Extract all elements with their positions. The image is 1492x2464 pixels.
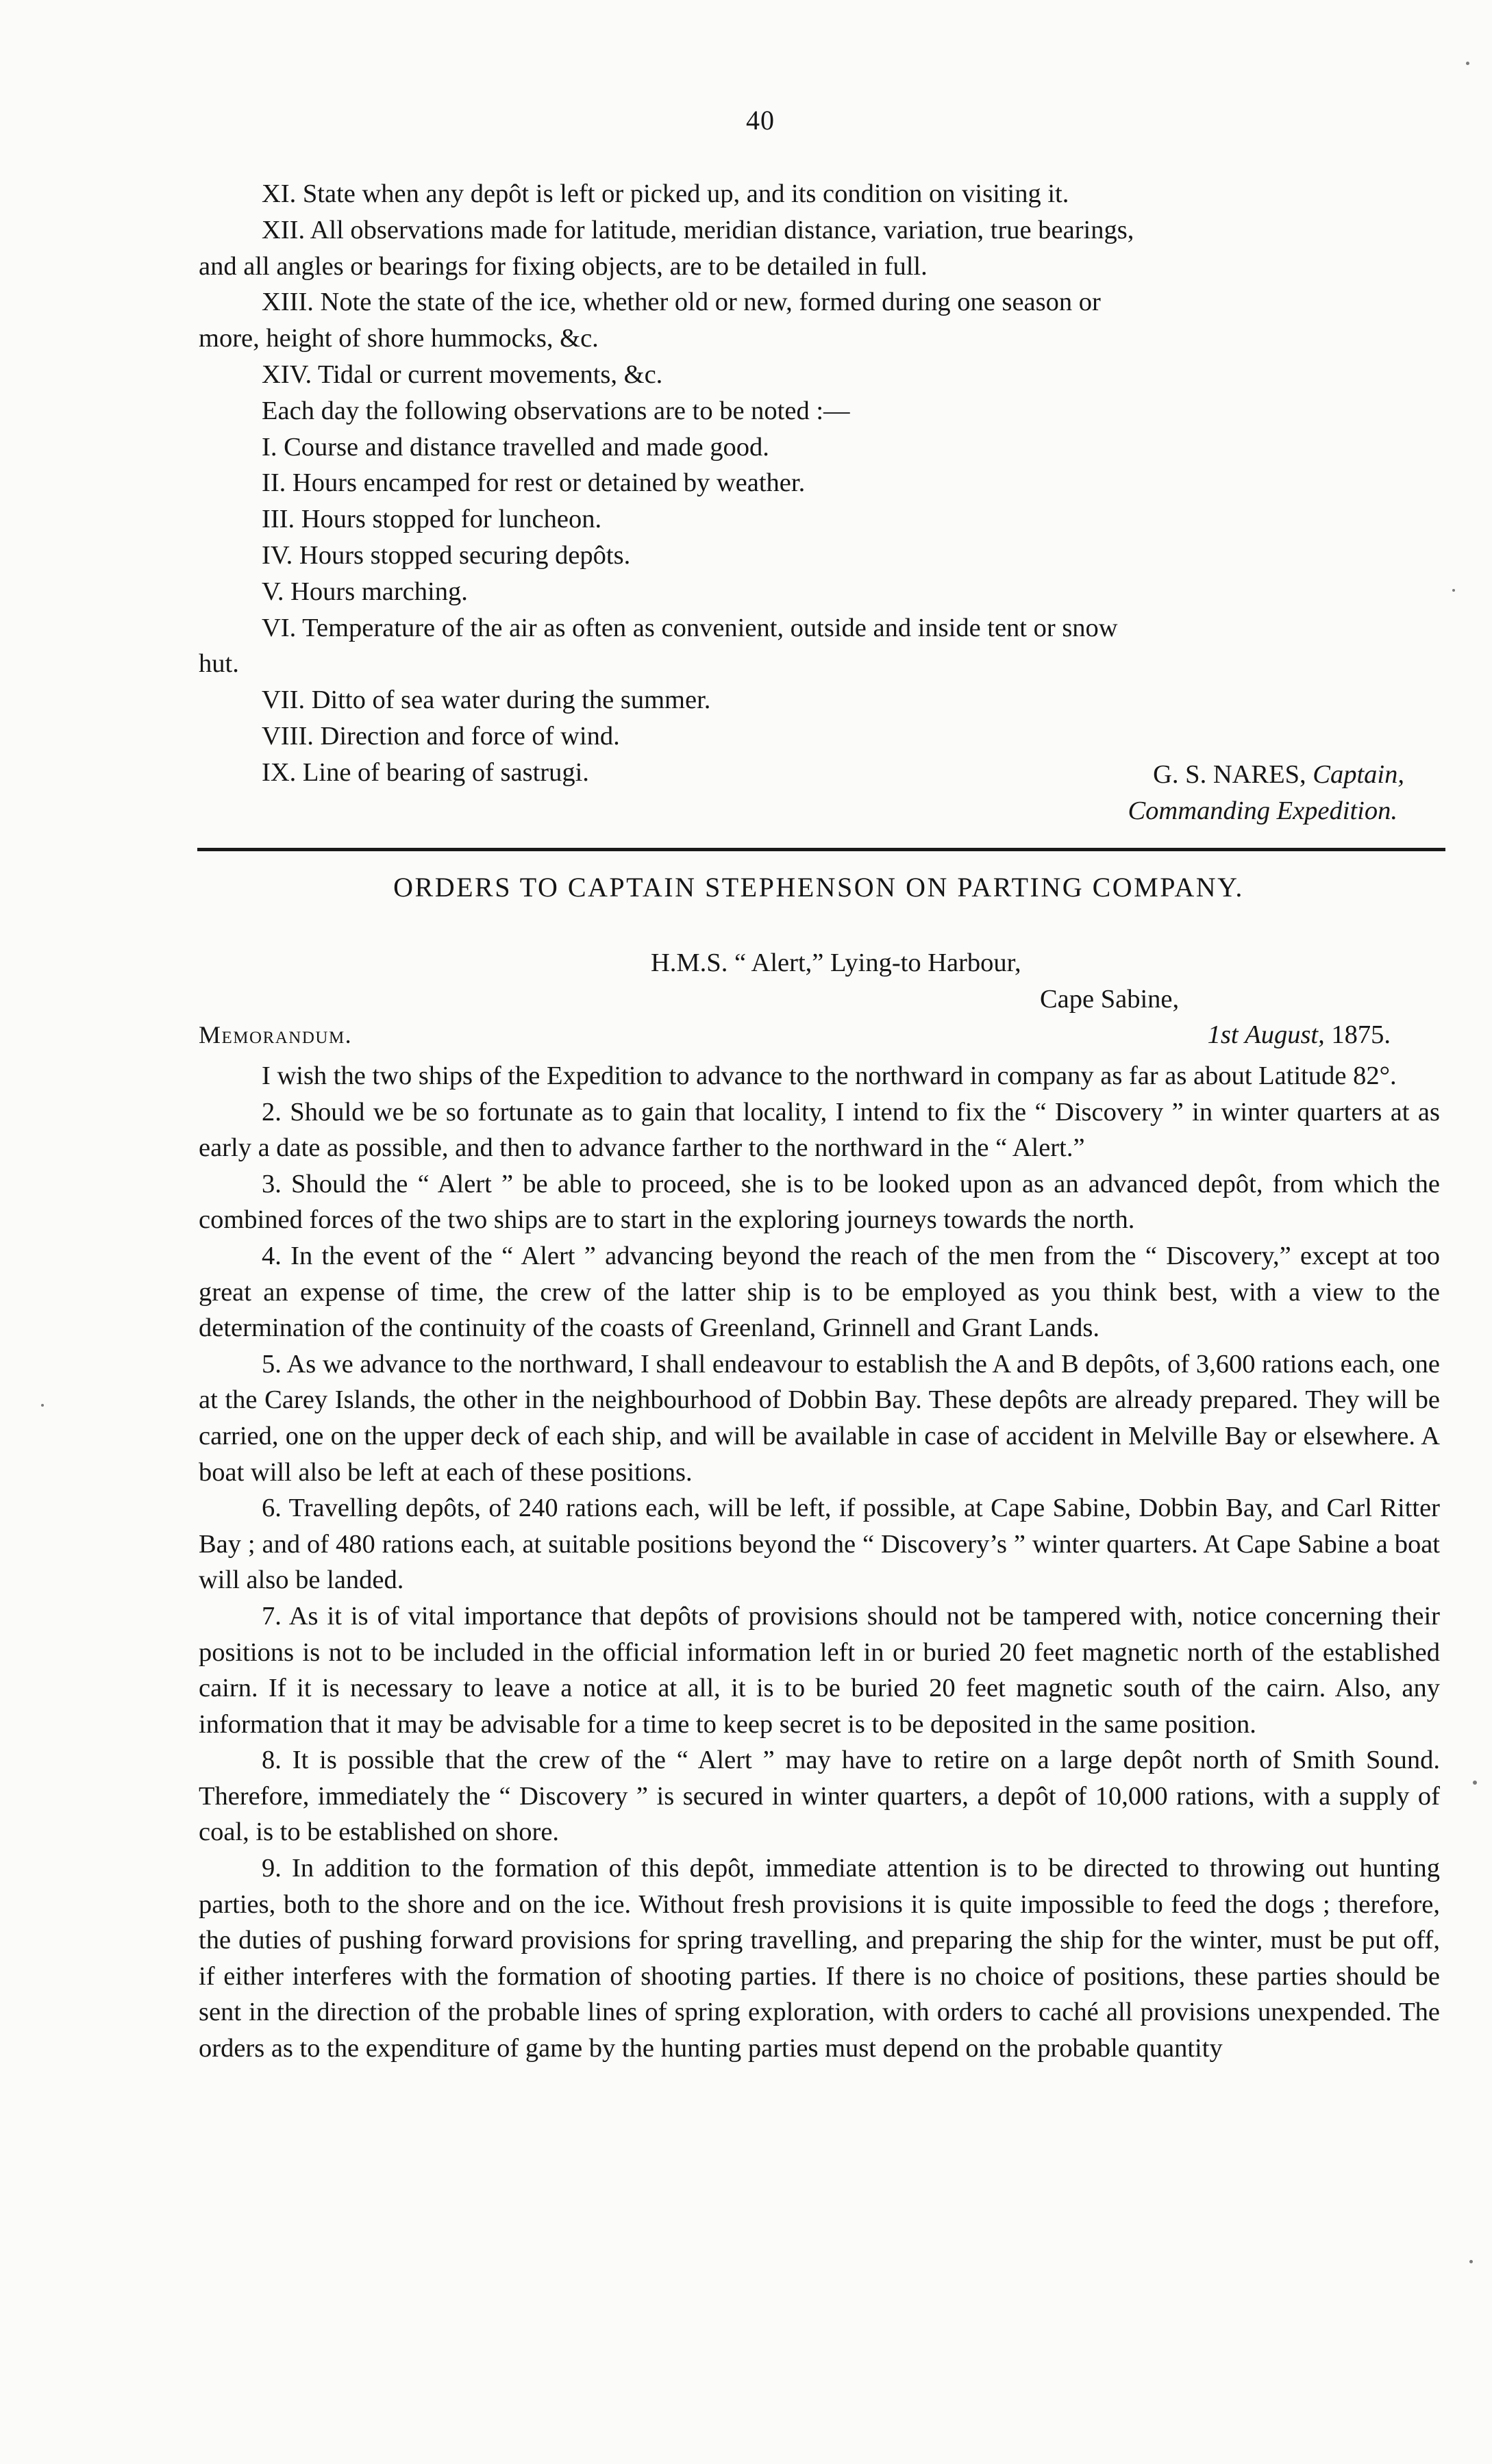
date-year: 1875. — [1331, 1020, 1391, 1049]
list-item: VII. Ditto of sea water during the summer. — [262, 686, 711, 715]
list-item-continuation: more, height of shore hummocks, &c. — [199, 324, 599, 353]
list-intro: Each day the following observations are to be noted :— — [262, 396, 850, 425]
memo-date — [1208, 1017, 1439, 1053]
date-month: August, — [1245, 1020, 1325, 1049]
order-paragraph: 4. In the event of the “ Alert ” advancing beyond the reach of the men from the “ Discovery,” except at too great an expense of time, the crew of the latter ship is to be employed as you think best, with a view to the determination of the continuity of the coasts of Greenland, Grinnell and Grant Lands. — [199, 1241, 1440, 1343]
list-item: III. Hours stopped for luncheon. — [262, 505, 602, 534]
instructions-list — [199, 176, 1439, 791]
heading-place: Cape Sabine, — [1040, 984, 1180, 1014]
order-paragraph: 5. As we advance to the northward, I shall endeavour to establish the A and B depôts, of 3,600 rations each, one at the Carey Islands, the other in the neighbourhood of Dobbin Bay. These depôts are already prepared. They will be carried, one on the upper deck of each ship, and will be available in case of accident in Melville Bay or elsewhere. A boat will also be left at each of these positions. — [199, 1349, 1440, 1487]
order-paragraph: 3. Should the “ Alert ” be able to proceed, she is to be looked upon as an advanced depôt, from which the combined forces of the two ships are to start in the exploring journeys towards the north. — [199, 1169, 1440, 1235]
order-paragraph: 8. It is possible that the crew of the “ Alert ” may have to retire on a large depôt north of Smith Sound. Therefore, immediately the “ Discovery ” is secured in winter quarters, a depôt of 10,000 rations, with a supply of coal, is to be established on shore. — [199, 1746, 1440, 1847]
date-day: 1st — [1207, 1020, 1239, 1049]
list-item-continuation: hut. — [199, 649, 239, 679]
signature-block — [199, 757, 1404, 829]
signature-name: G. S. NARES, — [1153, 760, 1306, 789]
signature-line-1 — [199, 757, 1404, 793]
memo-label: Memorandum. — [199, 1021, 353, 1048]
list-item: VIII. Direction and force of wind. — [262, 721, 620, 751]
order-paragraph: 6. Travelling depôts, of 240 rations each, will be left, if possible, at Cape Sabine, Dobbin Bay, and Carl Ritter Bay ; and of 480 rations each, at suitable positions beyond the “ Discovery’s ” winter quarters. At Cape Sabine a boat will also be landed. — [199, 1494, 1440, 1595]
scan-speck — [1469, 2260, 1473, 2263]
heading-ship: H.M.S. “ Alert,” Lying-to Harbour, — [651, 948, 1021, 977]
list-item: IV. Hours stopped securing depôts. — [262, 540, 631, 570]
signature-rank: Captain, — [1313, 760, 1404, 789]
list-item: XIV. Tidal or current movements, &c. — [262, 360, 663, 389]
section-divider — [197, 848, 1445, 851]
scan-speck — [1466, 62, 1469, 65]
orders-body — [199, 1058, 1440, 2067]
list-item: II. Hours encamped for rest or detained by weather. — [262, 468, 806, 498]
scan-speck — [41, 1404, 44, 1407]
letter-heading — [199, 945, 1439, 1053]
section-title: ORDERS TO CAPTAIN STEPHENSON ON PARTING COMPANY. — [393, 872, 1244, 903]
page-number: 40 — [746, 105, 775, 136]
list-item: XI. State when any depôt is left or picked up, and its condition on visiting it. — [262, 179, 1069, 208]
memo-row — [199, 1017, 1439, 1053]
list-item: V. Hours marching. — [262, 577, 468, 606]
list-item: I. Course and distance travelled and made good. — [262, 432, 769, 462]
order-paragraph: 2. Should we be so fortunate as to gain that locality, I intend to fix the “ Discovery ” in winter quarters at as early a date as possible, and then to advance farther to the northward in the “ Alert.” — [199, 1097, 1440, 1163]
order-paragraph: I wish the two ships of the Expedition to advance to the northward in company as far as about Latitude 82°. — [262, 1061, 1397, 1090]
list-item-continuation: and all angles or bearings for fixing objects, are to be detailed in full. — [199, 251, 928, 281]
list-item: XIII. Note the state of the ice, whether old or new, formed during one season or — [262, 288, 1101, 317]
list-item: VI. Temperature of the air as often as convenient, outside and inside tent or snow — [262, 613, 1118, 642]
scan-speck — [1452, 589, 1455, 592]
order-paragraph: 9. In addition to the formation of this depôt, immediate attention is to be directed to throwing out hunting parties, both to the shore and on the ice. Without fresh provisions it is quite impossible to feed the dogs ; therefore, the duties of pushing forward provisions for spring travelling, and preparing the ship for the winter, must be put off, if either interferes with the formation of shooting parties. If there is no choice of positions, these parties should be sent in the direction of the probable lines of spring exploration, with orders to caché all provisions unexpended. The orders as to the expenditure of game by the hunting parties must depend on the probable quantity — [199, 1854, 1440, 2063]
scan-speck — [1473, 1781, 1477, 1785]
order-paragraph: 7. As it is of vital importance that depôts of provisions should not be tampered with, notice concerning their positions is not to be included in the official information left in or buried 20 feet magnetic north of the established cairn. If it is necessary to leave a notice at all, it is to be buried 20 feet magnetic south of the cairn. Also, any information that it may be advisable for a time to keep secret is to be deposited in the same position. — [199, 1601, 1440, 1739]
list-item: XII. All observations made for latitude, meridian distance, variation, true bearings, — [262, 215, 1134, 244]
signature-role: Commanding Expedition. — [1128, 796, 1397, 825]
list-item: IX. Line of bearing of sastrugi. — [262, 757, 589, 787]
